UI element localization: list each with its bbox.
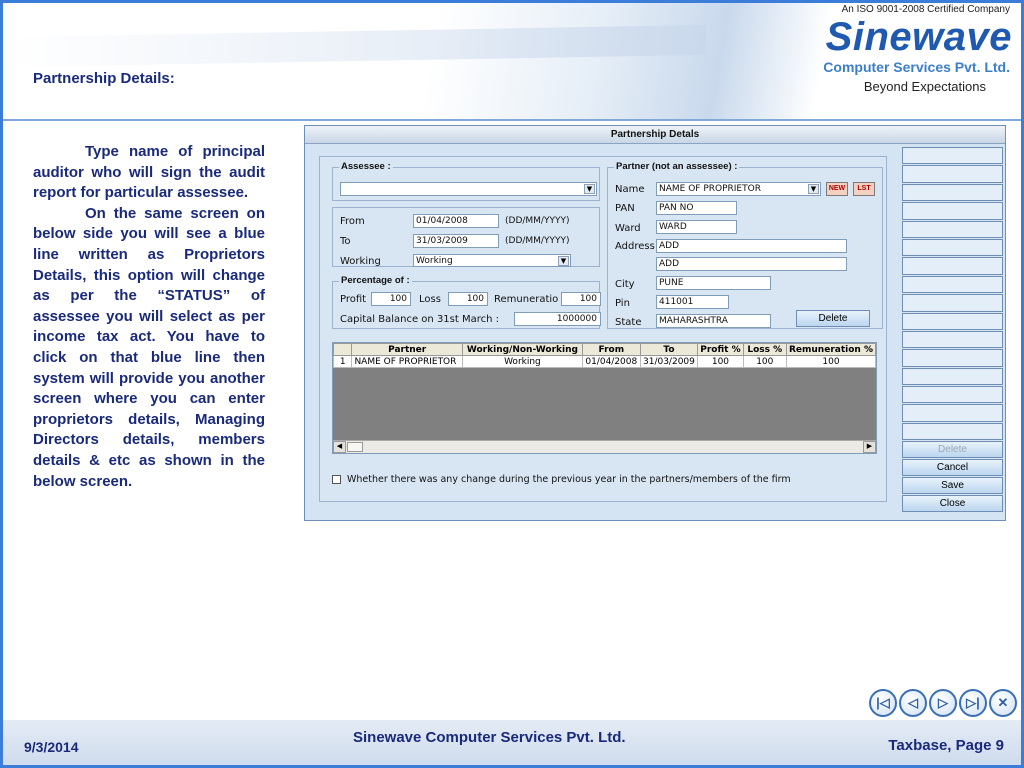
table-cell: Working [462,356,582,368]
cancel-button[interactable]: Cancel [902,459,1003,476]
column-header[interactable]: Profit % [698,344,743,356]
list-item[interactable] [902,202,1003,219]
profit-label: Profit [340,294,367,305]
table-header-row [334,344,876,356]
logo-tagline: Beyond Expectations [863,79,986,94]
footer-page-number: Taxbase, Page 9 [888,737,1004,754]
list-item[interactable] [902,331,1003,348]
page-title: Partnership Details: [33,70,175,87]
list-item[interactable] [902,276,1003,293]
column-header[interactable]: Working/Non-Working [462,344,582,356]
chevron-down-icon[interactable]: ▼ [808,184,819,194]
partners-table [333,343,876,368]
partner-group [607,161,883,329]
table-cell: 01/04/2008 [582,356,640,368]
ward-label: Ward [615,223,641,234]
last-slide-icon[interactable]: ▷| [959,689,987,717]
table-cell: 100 [743,356,786,368]
slide-navigation [869,689,1017,719]
list-item[interactable] [902,404,1003,421]
list-item[interactable] [902,313,1003,330]
horizontal-scrollbar[interactable] [333,440,876,453]
table-cell: 100 [786,356,875,368]
list-item[interactable] [902,294,1003,311]
assessee-select[interactable] [340,182,597,196]
partner-name-select[interactable]: NAME OF PROPRIETOR ▼ [656,182,821,196]
city-input[interactable]: PUNE [656,276,771,290]
assessee-group [332,161,600,201]
dates-group [332,207,600,267]
list-item[interactable] [902,386,1003,403]
table-cell: NAME OF PROPRIETOR [352,356,462,368]
column-header[interactable]: To [640,344,698,356]
partner-group-label: Partner (not an assessee) : [616,161,738,172]
new-partner-icon[interactable]: NEW [826,182,848,196]
loss-percent-input[interactable]: 100 [448,292,488,306]
remuneration-label: Remuneratio [494,294,559,305]
from-date-input[interactable]: 01/04/2008 [413,214,499,228]
window-title: Partnership Detals [305,126,1005,144]
city-label: City [615,279,635,290]
to-label: To [340,236,351,247]
form-panel [319,156,887,502]
description-paragraph-2: On the same screen on below side you will see a blue line written as Proprietors Details, this option will change as per the “STATUS” of assessee you will select as per income tax act. You have to click on that blue line then system will provide you another screen where you can enter proprietors details, Managing Directors details, members details & etc as shown in the below screen. [33,204,265,490]
address-line2-input[interactable]: ADD [656,257,847,271]
state-label: State [615,317,642,328]
capital-balance-label: Capital Balance on 31st March : [340,314,500,325]
chevron-down-icon[interactable]: ▼ [558,256,569,266]
next-slide-icon[interactable]: ▷ [929,689,957,717]
list-item[interactable] [902,368,1003,385]
to-format-hint: (DD/MM/YYYY) [505,236,570,246]
scroll-right-icon[interactable]: ▶ [863,441,876,453]
column-header[interactable]: From [582,344,640,356]
pin-label: Pin [615,298,630,309]
list-item[interactable] [902,423,1003,440]
column-header[interactable] [334,344,352,356]
change-checkbox-label: Whether there was any change during the previous year in the partners/members of the firm [347,474,791,485]
column-header[interactable]: Partner [352,344,462,356]
from-format-hint: (DD/MM/YYYY) [505,216,570,226]
column-header[interactable]: Remuneration % [786,344,875,356]
header-swoosh [6,25,706,67]
list-item[interactable] [902,221,1003,238]
previous-slide-icon[interactable]: ◁ [899,689,927,717]
list-item[interactable] [902,239,1003,256]
list-item[interactable] [902,184,1003,201]
pan-input[interactable]: PAN NO [656,201,737,215]
list-item[interactable] [902,349,1003,366]
footer-company: Sinewave Computer Services Pvt. Ltd. [353,729,626,746]
partner-name-label: Name [615,184,645,195]
close-button[interactable]: Close [902,495,1003,512]
table-row[interactable] [334,356,876,368]
list-item[interactable] [902,147,1003,164]
footer-date: 9/3/2014 [24,739,79,755]
delete-button[interactable]: Delete [902,441,1003,458]
profit-percent-input[interactable]: 100 [371,292,411,306]
partners-grid [332,342,877,454]
save-button[interactable]: Save [902,477,1003,494]
logo-iso-text: An ISO 9001-2008 Certified Company [841,4,1010,15]
percentage-group-label: Percentage of : [341,275,410,286]
pin-input[interactable]: 411001 [656,295,729,309]
list-item[interactable] [902,165,1003,182]
partnership-details-window [304,125,1006,521]
logo-brand: Sinewave [825,15,1012,59]
from-label: From [340,216,365,227]
address-line1-input[interactable]: ADD [656,239,847,253]
first-slide-icon[interactable]: |◁ [869,689,897,717]
logo-company: Computer Services Pvt. Ltd. [823,59,1010,75]
scroll-thumb[interactable] [347,442,363,452]
remuneration-percent-input[interactable]: 100 [561,292,601,306]
close-icon[interactable]: ✕ [989,689,1017,717]
right-side-list [902,147,1003,512]
company-logo [798,4,1016,102]
list-partner-icon[interactable]: LST [853,182,875,196]
description-paragraph-1: Type name of principal auditor who will sign the audit report for particular assessee. [33,143,265,202]
header-divider [3,119,1021,121]
partner-delete-button[interactable]: Delete [796,310,870,327]
list-item[interactable] [902,257,1003,274]
address-label: Address [615,241,655,252]
scroll-left-icon[interactable]: ◀ [333,441,346,453]
to-date-input[interactable]: 31/03/2009 [413,234,499,248]
state-input[interactable]: MAHARASHTRA [656,314,771,328]
percentage-group [332,275,600,329]
working-select[interactable]: Working ▼ [413,254,571,267]
table-cell: 31/03/2009 [640,356,698,368]
capital-balance-input[interactable]: 1000000 [514,312,601,326]
column-header[interactable]: Loss % [743,344,786,356]
ward-input[interactable]: WARD [656,220,737,234]
assessee-group-label: Assessee : [341,161,391,172]
description-text [33,142,265,492]
loss-label: Loss [419,294,441,305]
table-cell: 1 [334,356,352,368]
table-cell: 100 [698,356,743,368]
pan-label: PAN [615,203,635,214]
working-label: Working [340,256,381,267]
change-checkbox[interactable] [332,475,341,484]
chevron-down-icon[interactable]: ▼ [584,184,595,194]
